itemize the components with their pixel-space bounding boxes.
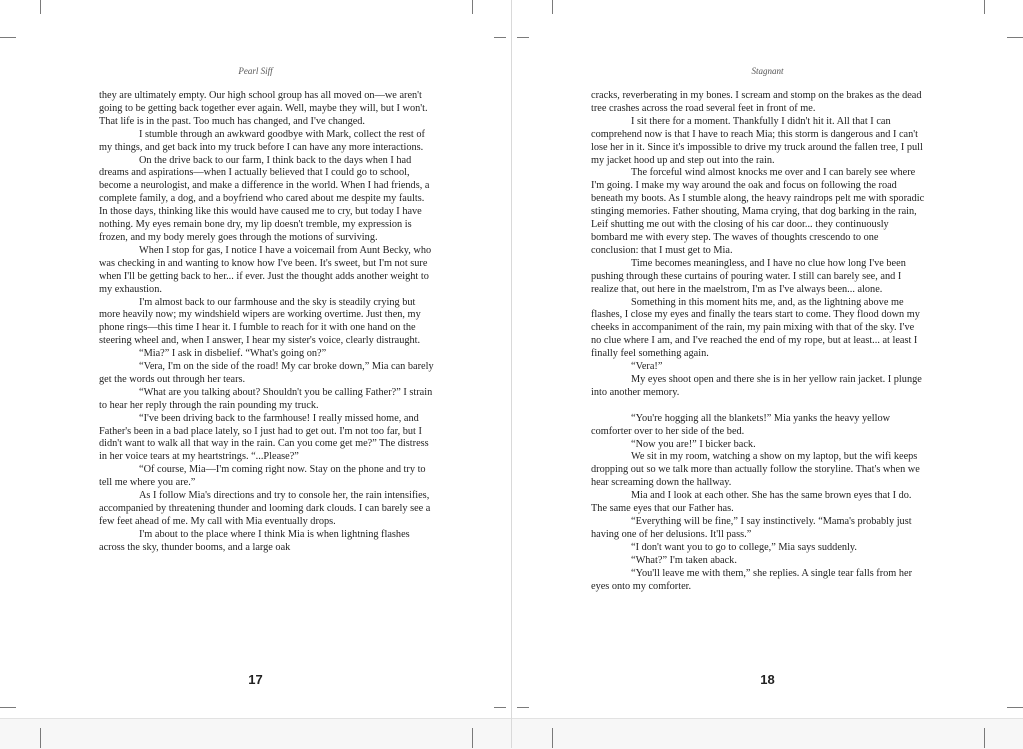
page-number-right: 18 — [760, 672, 775, 687]
paragraph: Mia and I look at each other. She has the same brown eyes that I do. The same eyes that our Father has. — [591, 490, 912, 515]
paragraph: As I follow Mia's directions and try to console her, the rain intensifies, accompanied by threatening thunder and looming dark clouds. I can barely see a few feet ahead of me. My call with Mia eventually drops. — [99, 490, 431, 527]
crop-mark-bottom-mid-right — [552, 728, 553, 748]
paragraph: Something in this moment hits me, and, as the lightning above me flashes, I close my eyes and finally the tears start to come. They flood down my cheeks in accompaniment of the rain, my pain mixing with that of the sky. I've no clue where I am, and I've reached the end of my rope, but at least... at least I finally feel something again. — [591, 296, 920, 360]
paragraph: We sit in my room, watching a show on my laptop, but the wifi keeps dropping out so we talk more than actually follow the storyline. That's when we hear screaming down the hallway. — [591, 451, 920, 489]
left-page-body — [99, 90, 434, 555]
right-page-body — [591, 90, 926, 593]
paragraph: My eyes shoot open and there she is in her yellow rain jacket. I plunge into another memory. — [591, 373, 922, 398]
crop-mark-bottom-mid-left — [472, 728, 473, 748]
paragraph: “Everything will be fine,” I say instinctively. “Mama's probably just having one of her delusions. It'll pass.” — [591, 516, 912, 540]
paragraph: “Of course, Mia—I'm coming right now. Stay on the phone and try to tell me where you are.” — [99, 464, 426, 489]
crop-mark-bottom-left — [40, 728, 41, 748]
crop-mark-bottom-right — [984, 728, 985, 748]
running-header-title: Stagnant — [751, 66, 784, 76]
paragraph: cracks, reverberating in my bones. I scream and stomp on the brakes as the dead tree crashes across the road several feet in front of me. — [591, 90, 922, 114]
paragraph: “You're hogging all the blankets!” Mia yanks the heavy yellow comforter over to her side of the bed. — [591, 412, 891, 437]
paragraph: On the drive back to our farm, I think back to the days when I had dreams and aspirations—when I actually believed that I could go to school, become a neurologist, and make a difference in the world. When I had friends, a complete family, a dog, and a boyfriend who cared about me despite my faults. In those days, thinking like this would have caused me to cry, but today I have nothing. My eyes remain bone dry, my lip doesn't tremble, my expression is frozen, and my body merely goes through the motions of surviving. — [99, 154, 430, 243]
paragraph: “I've been driving back to the farmhouse! I really missed home, and Father's been in a bad place lately, so I just had to get out. I'm not too far, but I didn't want to walk all that way in the rain. Can you come get me?” The distress in her voice tears at my heartstrings. “...Please?” — [99, 412, 429, 463]
paragraph: “Mia?” I ask in disbelief. “What's going on?” — [139, 348, 327, 360]
page-number-left: 17 — [248, 672, 263, 687]
paragraph: “What are you talking about? Shouldn't you be calling Father?” I strain to hear her reply through the rain pounding my truck. — [99, 386, 433, 411]
paragraph: When I stop for gas, I notice I have a voicemail from Aunt Becky, who was checking in and wanting to know how I've been. It's sweet, but I'm not sure when I'll be getting back to her... if ever. Just the thought adds another weight to my exhaustion. — [99, 244, 432, 295]
paragraph: The forceful wind almost knocks me over and I can barely see where I'm going. I make my way around the oak and focus on following the road beneath my boots. As I stumble along, the heavy raindrops pelt me with sporadic stinging memories. Father shouting, Mama crying, that dog barking in the rain, Leif shutting me out with the closing of his car door... they continuously bombard me with every step. The waves of thoughts crescendo to one conclusion: that I must get to Mia. — [591, 167, 925, 256]
paragraph: I'm about to the place where I think Mia is when lightning flashes across the sky, thunder booms, and a large oak — [99, 528, 410, 553]
paragraph: “You'll leave me with them,” she replies. A single tear falls from her eyes onto my comforter. — [591, 567, 913, 592]
paragraph: Time becomes meaningless, and I have no clue how long I've been pushing through these curtains of pouring water. I still can barely see, and I realize that, out here in the maelstrom, I'm as I've always been... alone. — [591, 257, 906, 295]
paragraph: I'm almost back to our farmhouse and the sky is steadily crying but more heavily now; my windshield wipers are working overtime. Just then, my phone rings—this time I hear it. I fumble to reach for it with one hand on the steering wheel and, when I answer, I hear my sister's voice, clearly distraught. — [99, 296, 421, 347]
paragraph: “Now you are!” I bicker back. — [631, 438, 756, 450]
paragraph: “Vera!” — [631, 361, 663, 373]
paragraph: I sit there for a moment. Thankfully I didn't hit it. All that I can comprehend now is that I have to reach Mia; this storm is dangerous and I can't lose her in it. Since it's impossible to drive my truck around the fallen tree, I pull my jacket hood up and step out into the rain. — [591, 115, 923, 166]
paragraph: I stumble through an awkward goodbye with Mark, collect the rest of my things, and get back into my truck before I can have any more interactions. — [99, 128, 425, 153]
running-header-author: Pearl Siff — [238, 66, 273, 76]
paragraph: they are ultimately empty. Our high school group has all moved on—we aren't going to be getting back together ever again. Well, maybe they will, but I won't. That life is in the past. Too much has changed, and I've changed. — [99, 90, 428, 127]
paragraph: “What?” I'm taken aback. — [631, 554, 737, 566]
paragraph: “Vera, I'm on the side of the road! My car broke down,” Mia can barely get the words out through her tears. — [99, 361, 434, 385]
paragraph: “I don't want you to go to college,” Mia says suddenly. — [631, 541, 857, 553]
right-page — [512, 0, 1023, 718]
left-page — [0, 0, 511, 718]
